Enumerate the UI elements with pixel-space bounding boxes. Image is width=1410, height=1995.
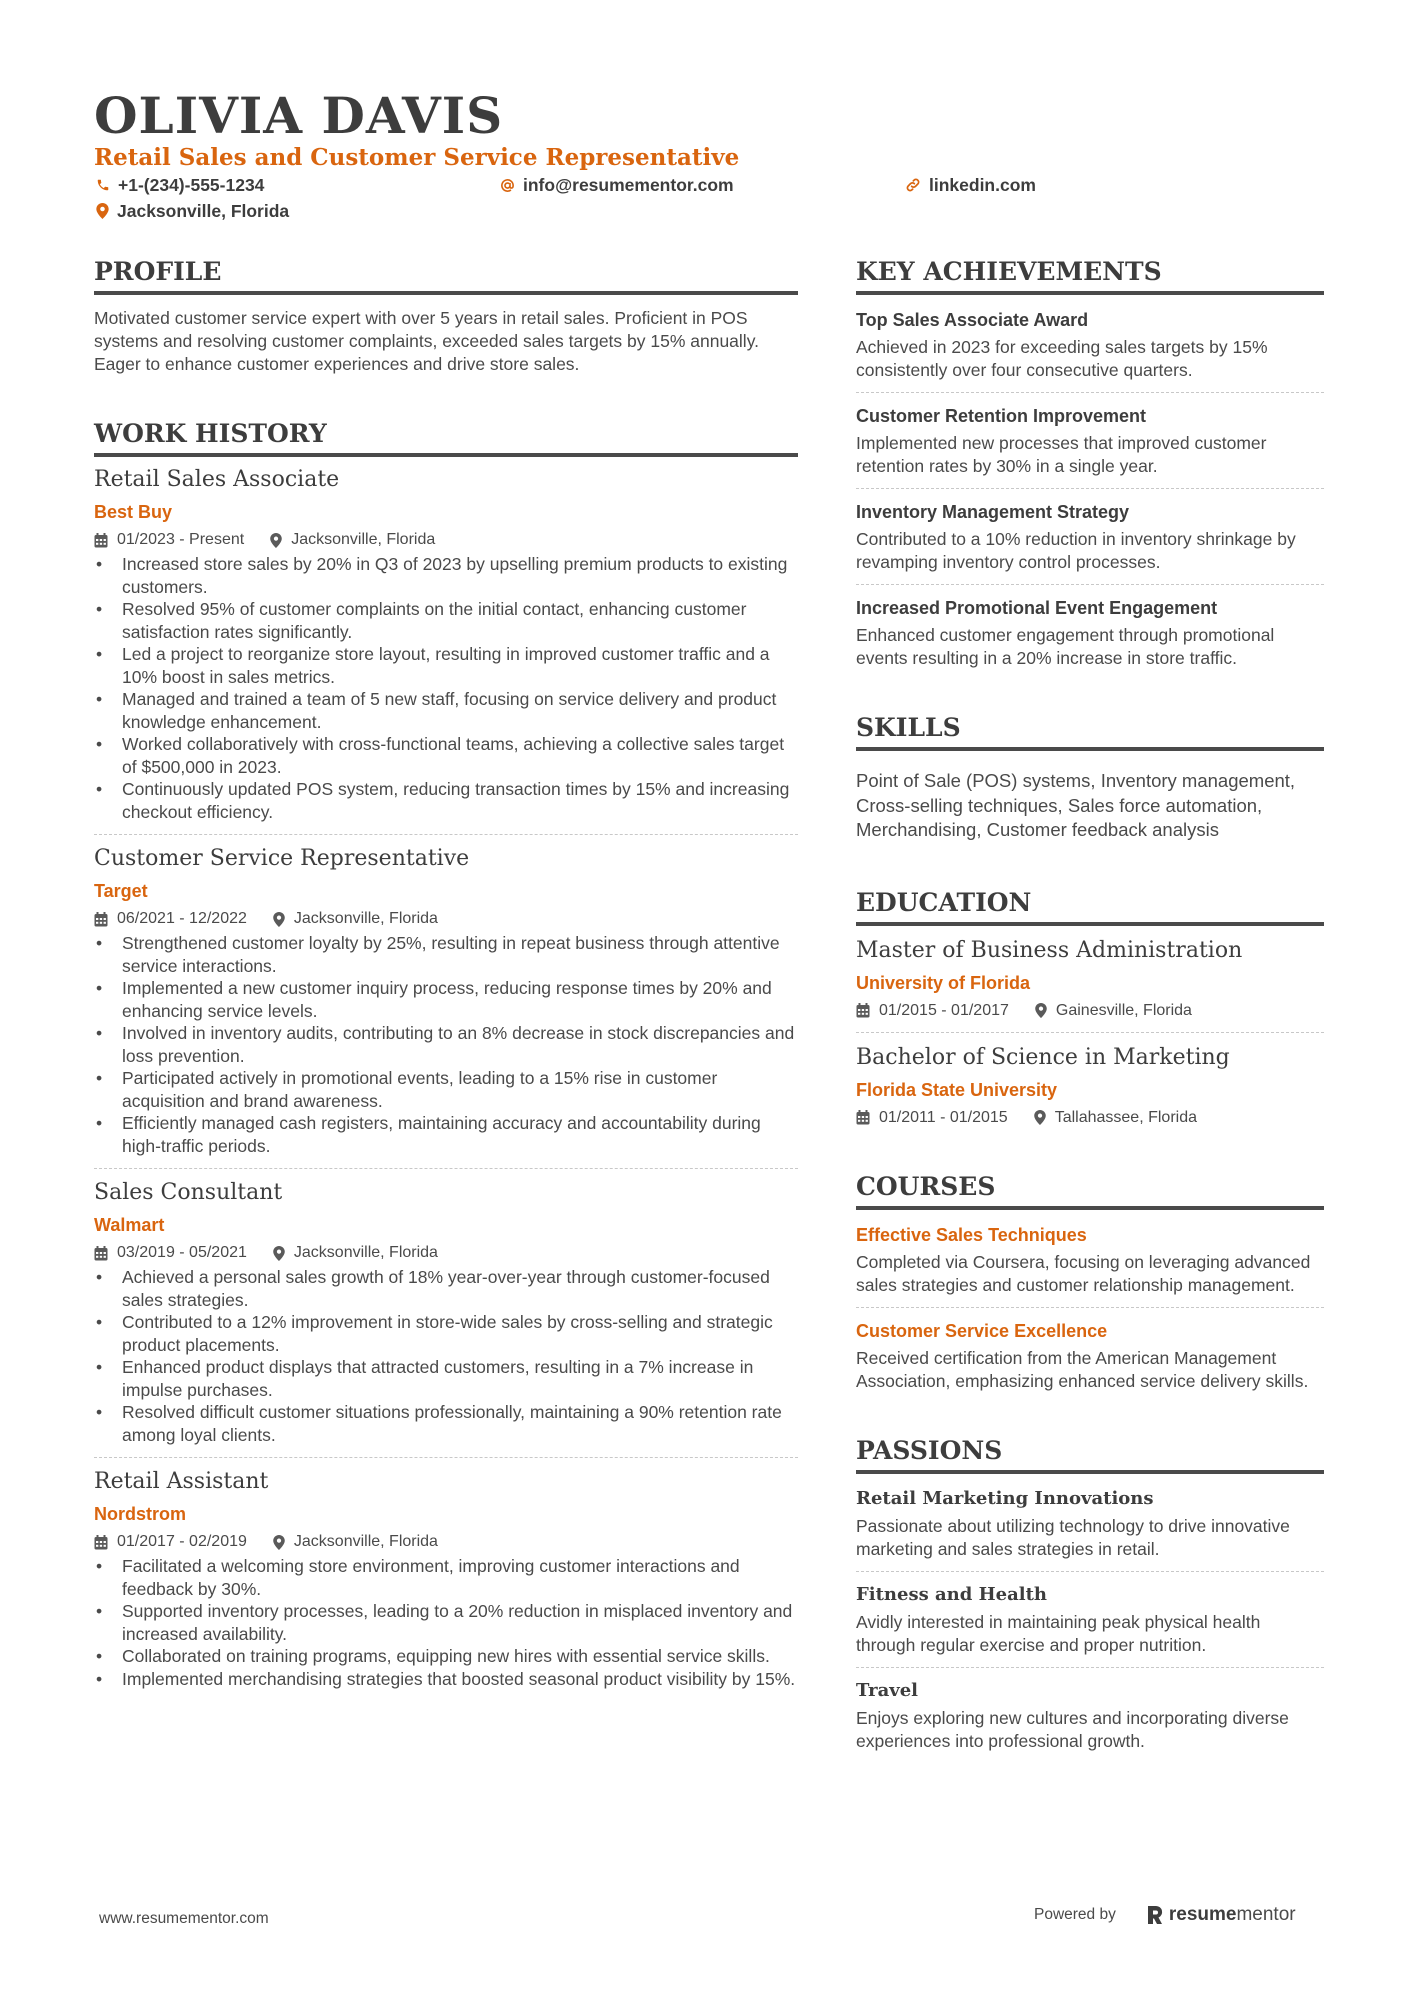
- education-list: [856, 936, 1324, 1129]
- achievement-item: [856, 488, 1324, 574]
- contact-email[interactable]: [500, 173, 734, 197]
- passion-title: Fitness and Health: [856, 1583, 1047, 1605]
- job-bullets: [94, 1266, 798, 1446]
- job-meta: [94, 529, 798, 551]
- phone-icon: [96, 178, 110, 192]
- linkedin-link[interactable]: linkedin.com: [929, 175, 1036, 195]
- job-dates-text: 03/2019 - 05/2021: [117, 1244, 247, 1261]
- skills-section: [856, 712, 1324, 843]
- job-list: [94, 465, 798, 1690]
- at-icon: [500, 178, 515, 193]
- calendar-icon: [856, 1003, 870, 1018]
- brand-logo[interactable]: [1146, 1904, 1296, 1926]
- courses-section: [856, 1171, 1324, 1393]
- passion-text: Enjoys exploring new cultures and incorporating diverse experiences into professional growth.: [856, 1707, 1289, 1751]
- job-dates-text: 01/2017 - 02/2019: [117, 1533, 247, 1550]
- passion-title: Travel: [856, 1679, 918, 1701]
- education-section: [856, 887, 1324, 1129]
- job-bullet: • Led a project to reorganize store layout, resulting in improved customer traffic and a 10% boost in sales metrics.: [94, 643, 798, 688]
- profile-text: Motivated customer service expert with over 5 years in retail sales. Proficient in POS systems and resolving customer complaints, exceeded sales targets by 15% annually. Eager to enhance customer experiences and drive store sales.: [94, 308, 760, 374]
- location-pin-icon: [1035, 1003, 1047, 1018]
- passion-item: [856, 1571, 1324, 1657]
- candidate-name: OLIVIA DAVIS: [94, 86, 504, 145]
- course-list: [856, 1222, 1324, 1393]
- education-meta: [856, 1107, 1324, 1129]
- achievement-item: [856, 307, 1324, 382]
- brand-bold: resume: [1168, 1904, 1237, 1925]
- achievement-list: [856, 307, 1324, 670]
- link-icon: [905, 177, 921, 193]
- job-entry: [94, 465, 798, 823]
- school-name: University of Florida: [856, 972, 1031, 993]
- education-dates: [856, 1107, 1008, 1129]
- calendar-icon: [94, 1535, 108, 1550]
- job-location: [273, 908, 438, 930]
- job-bullets: [94, 1555, 798, 1690]
- email-link[interactable]: info@resumementor.com: [523, 175, 734, 195]
- company-name: Walmart: [94, 1215, 165, 1235]
- course-text: Completed via Coursera, focusing on leveraging advanced sales strategies and customer relationship management.: [856, 1251, 1311, 1295]
- achievement-title: Customer Retention Improvement: [856, 406, 1147, 426]
- job-bullet: • Achieved a personal sales growth of 18% year-over-year through customer-focused sales strategies.: [94, 1266, 798, 1311]
- job-bullet: • Strengthened customer loyalty by 25%, resulting in repeat business through attentive service interactions.: [94, 932, 798, 977]
- job-meta: [94, 1531, 798, 1553]
- location-pin-icon: [273, 912, 285, 927]
- job-bullet: • Contributed to a 12% improvement in store-wide sales by cross-selling and strategic product placements.: [94, 1311, 798, 1356]
- education-location-text: Gainesville, Florida: [1055, 1001, 1192, 1019]
- degree-title: Bachelor of Science in Marketing: [856, 1044, 1230, 1070]
- job-bullet: • Managed and trained a team of 5 new staff, focusing on service delivery and product knowledge enhancement.: [94, 688, 798, 733]
- company-name: Best Buy: [94, 502, 173, 522]
- work-history-heading: WORK HISTORY: [94, 418, 798, 457]
- location-pin-icon: [270, 533, 282, 548]
- job-bullet: • Involved in inventory audits, contributing to an 8% decrease in stock discrepancies and loss prevention.: [94, 1022, 798, 1067]
- education-dates-text: 01/2015 - 01/2017: [879, 1001, 1009, 1019]
- location-text: Jacksonville, Florida: [117, 201, 290, 221]
- job-bullets: [94, 553, 798, 823]
- job-title: Retail Assistant: [94, 1469, 269, 1494]
- achievements-heading: KEY ACHIEVEMENTS: [856, 256, 1324, 295]
- school-name: Florida State University: [856, 1079, 1058, 1100]
- job-location-text: Jacksonville, Florida: [293, 1533, 438, 1550]
- job-dates-text: 06/2021 - 12/2022: [117, 910, 247, 927]
- achievement-title: Increased Promotional Event Engagement: [856, 598, 1218, 618]
- job-bullet: • Resolved 95% of customer complaints on the initial contact, enhancing customer satisfaction rates significantly.: [94, 598, 798, 643]
- calendar-icon: [94, 1246, 108, 1261]
- achievement-text: Achieved in 2023 for exceeding sales targets by 15% consistently over four consecutive quarters.: [856, 337, 1268, 380]
- location-pin-icon: [96, 203, 109, 219]
- resumementor-logo-icon: [1146, 1904, 1164, 1926]
- job-entry: [94, 1168, 798, 1446]
- achievement-item: [856, 584, 1324, 670]
- achievement-text: Enhanced customer engagement through promotional events resulting in a 20% increase in store traffic.: [856, 625, 1275, 668]
- course-text: Received certification from the American Management Association, emphasizing enhanced service delivery skills.: [856, 1347, 1309, 1391]
- profile-heading: PROFILE: [94, 256, 798, 295]
- job-entry: [94, 1457, 798, 1690]
- job-dates: [94, 529, 244, 551]
- company-name: Target: [94, 881, 148, 901]
- passion-text: Avidly interested in maintaining peak physical health through regular exercise and proper nutrition.: [856, 1611, 1261, 1655]
- job-dates-text: 01/2023 - Present: [117, 531, 245, 548]
- job-location-text: Jacksonville, Florida: [291, 531, 436, 548]
- calendar-icon: [94, 533, 108, 548]
- achievement-text: Contributed to a 10% reduction in inventory shrinkage by revamping inventory control processes.: [856, 529, 1296, 572]
- phone-text: +1-(234)-555-1234: [118, 175, 265, 195]
- job-bullet: • Collaborated on training programs, equipping new hires with essential service skills.: [94, 1645, 798, 1668]
- job-dates: [94, 1531, 247, 1553]
- location-pin-icon: [1034, 1110, 1046, 1125]
- passions-section: [856, 1435, 1324, 1753]
- job-location: [273, 1242, 438, 1264]
- brand-light: mentor: [1236, 1904, 1296, 1925]
- job-location: [270, 529, 435, 551]
- job-bullet: • Implemented a new customer inquiry process, reducing response times by 20% and enhancing service levels.: [94, 977, 798, 1022]
- job-bullet: • Implemented merchandising strategies that boosted seasonal product visibility by 15%.: [94, 1668, 798, 1691]
- job-bullet: • Enhanced product displays that attracted customers, resulting in a 7% increase in impulse purchases.: [94, 1356, 798, 1401]
- skills-text: Point of Sale (POS) systems, Inventory management, Cross-selling techniques, Sales force automation, Merchandising, Customer feedback analysis: [856, 770, 1296, 840]
- job-bullet: • Increased store sales by 20% in Q3 of 2023 by upselling premium products to existing customers.: [94, 553, 798, 598]
- education-heading: EDUCATION: [856, 887, 1324, 926]
- contact-location: [96, 199, 289, 223]
- education-location: [1034, 1107, 1197, 1129]
- passions-heading: PASSIONS: [856, 1435, 1324, 1474]
- job-title: Customer Service Representative: [94, 846, 470, 871]
- footer-website[interactable]: www.resumementor.com: [99, 1910, 269, 1927]
- location-pin-icon: [273, 1246, 285, 1261]
- passion-item: [856, 1486, 1324, 1561]
- job-bullet: • Supported inventory processes, leading to a 20% reduction in misplaced inventory and increased availability.: [94, 1600, 798, 1645]
- job-bullet: • Facilitated a welcoming store environment, improving customer interactions and feedback by 30%.: [94, 1555, 798, 1600]
- achievement-text: Implemented new processes that improved customer retention rates by 30% in a single year.: [856, 433, 1267, 476]
- passion-item: [856, 1667, 1324, 1753]
- achievement-title: Inventory Management Strategy: [856, 502, 1130, 522]
- work-history-section: [94, 418, 798, 1690]
- education-item: [856, 1032, 1324, 1129]
- course-item: [856, 1222, 1324, 1297]
- job-location-text: Jacksonville, Florida: [293, 910, 438, 927]
- candidate-role: Retail Sales and Customer Service Representative: [94, 144, 740, 171]
- calendar-icon: [94, 912, 108, 927]
- calendar-icon: [856, 1110, 870, 1125]
- passion-title: Retail Marketing Innovations: [856, 1487, 1154, 1509]
- job-bullets: [94, 932, 798, 1157]
- achievement-item: [856, 392, 1324, 478]
- education-dates: [856, 1000, 1009, 1022]
- job-bullet: • Worked collaboratively with cross-functional teams, achieving a collective sales target of $500,000 in 2023.: [94, 733, 798, 778]
- job-bullet: • Participated actively in promotional events, leading to a 15% rise in customer acquisition and brand awareness.: [94, 1067, 798, 1112]
- contact-linkedin[interactable]: [905, 173, 1036, 197]
- job-title: Retail Sales Associate: [94, 467, 340, 492]
- job-meta: [94, 908, 798, 930]
- location-pin-icon: [273, 1535, 285, 1550]
- education-location-text: Tallahassee, Florida: [1054, 1108, 1197, 1126]
- course-item: [856, 1307, 1324, 1393]
- achievements-section: [856, 256, 1324, 670]
- skills-heading: SKILLS: [856, 712, 1324, 751]
- job-bullet: • Continuously updated POS system, reducing transaction times by 15% and increasing checkout efficiency.: [94, 778, 798, 823]
- job-dates: [94, 908, 247, 930]
- job-meta: [94, 1242, 798, 1264]
- job-dates: [94, 1242, 247, 1264]
- job-title: Sales Consultant: [94, 1180, 283, 1205]
- job-entry: [94, 834, 798, 1157]
- left-column: [94, 256, 798, 1690]
- job-location-text: Jacksonville, Florida: [293, 1244, 438, 1261]
- passion-text: Passionate about utilizing technology to drive innovative marketing and sales strategies in retail.: [856, 1515, 1290, 1559]
- job-bullet: • Resolved difficult customer situations professionally, maintaining a 90% retention rate among loyal clients.: [94, 1401, 798, 1446]
- passion-list: [856, 1486, 1324, 1753]
- contact-phone: [96, 173, 264, 197]
- job-location: [273, 1531, 438, 1553]
- courses-heading: COURSES: [856, 1171, 1324, 1210]
- education-item: [856, 936, 1324, 1022]
- company-name: Nordstrom: [94, 1504, 187, 1524]
- course-title: Customer Service Excellence: [856, 1320, 1108, 1341]
- footer-brand-area: [1034, 1904, 1296, 1926]
- powered-by-label: Powered by: [1034, 1906, 1116, 1923]
- profile-section: [94, 256, 798, 376]
- achievement-title: Top Sales Associate Award: [856, 310, 1089, 330]
- education-meta: [856, 1000, 1324, 1022]
- degree-title: Master of Business Administration: [856, 937, 1243, 963]
- course-title: Effective Sales Techniques: [856, 1224, 1087, 1245]
- education-location: [1035, 1000, 1192, 1022]
- education-dates-text: 01/2011 - 01/2015: [879, 1108, 1008, 1126]
- job-bullet: • Efficiently managed cash registers, maintaining accuracy and accountability during high-traffic periods.: [94, 1112, 798, 1157]
- right-column: [856, 256, 1324, 1753]
